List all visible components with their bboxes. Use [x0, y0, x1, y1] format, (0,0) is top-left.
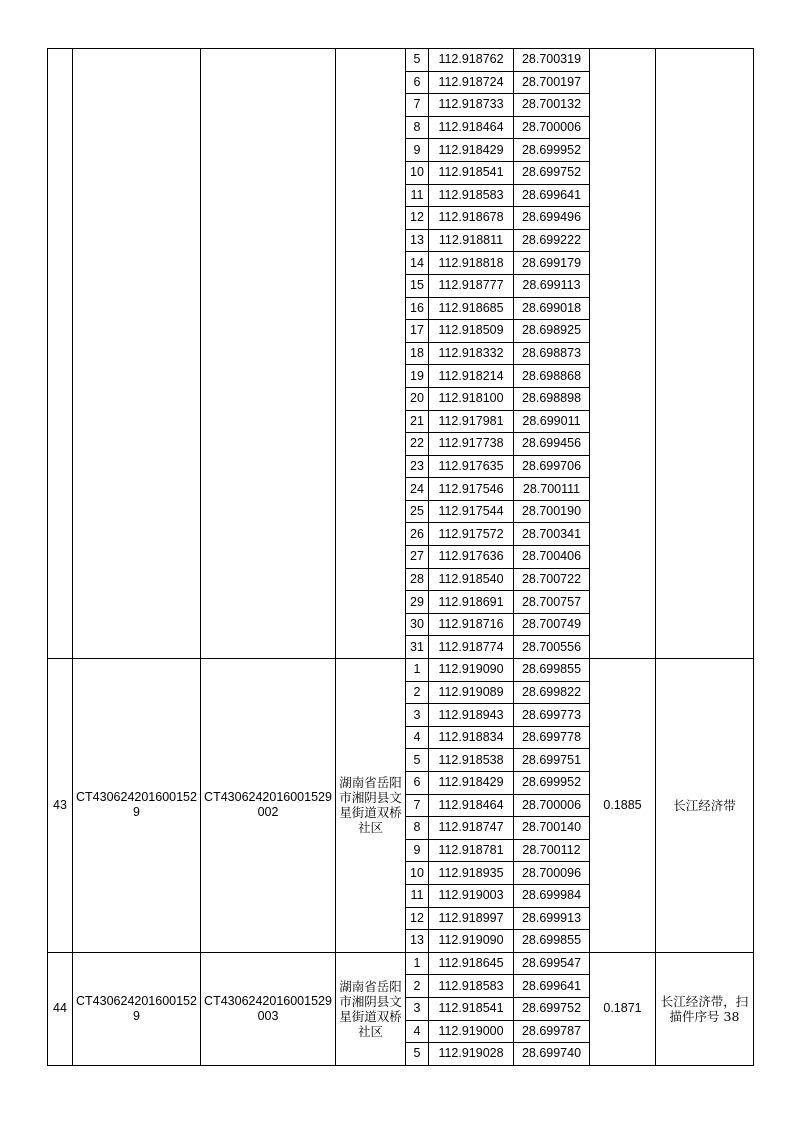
longitude: 112.919089: [429, 681, 514, 704]
point-number: 6: [406, 71, 429, 94]
note-cell: 长江经济带: [656, 659, 754, 953]
latitude: 28.698925: [514, 320, 590, 343]
latitude: 28.700140: [514, 817, 590, 840]
point-number: 7: [406, 94, 429, 117]
point-number: 2: [406, 681, 429, 704]
point-number: 24: [406, 478, 429, 501]
latitude: 28.699706: [514, 455, 590, 478]
latitude: 28.698873: [514, 342, 590, 365]
table-row: [48, 952, 754, 975]
point-number: 9: [406, 139, 429, 162]
latitude: 28.699113: [514, 274, 590, 297]
point-number: 3: [406, 704, 429, 727]
point-number: 23: [406, 455, 429, 478]
longitude: 112.918997: [429, 907, 514, 930]
latitude: 28.699773: [514, 704, 590, 727]
parcel-code: CT4306242016001529: [73, 952, 201, 1065]
latitude: 28.699641: [514, 184, 590, 207]
point-number: 25: [406, 500, 429, 523]
point-number: 18: [406, 342, 429, 365]
point-number: 4: [406, 1020, 429, 1043]
point-number: 13: [406, 930, 429, 953]
longitude: 112.918678: [429, 207, 514, 230]
latitude: 28.700006: [514, 116, 590, 139]
latitude: 28.699952: [514, 772, 590, 795]
location-cell: 湖南省岳阳市湘阴县文星街道双桥社区: [336, 659, 406, 953]
longitude: 112.917635: [429, 455, 514, 478]
continued-code1-cell: [73, 49, 201, 659]
latitude: 28.699740: [514, 1043, 590, 1066]
point-number: 13: [406, 229, 429, 252]
longitude: 112.918724: [429, 71, 514, 94]
point-number: 2: [406, 975, 429, 998]
latitude: 28.699855: [514, 659, 590, 682]
longitude: 112.918214: [429, 365, 514, 388]
point-number: 1: [406, 659, 429, 682]
longitude: 112.918691: [429, 591, 514, 614]
point-number: 26: [406, 523, 429, 546]
longitude: 112.918685: [429, 297, 514, 320]
continued-seq-cell: [48, 49, 73, 659]
note-cell: 长江经济带，扫描件序号 38: [656, 952, 754, 1065]
latitude: 28.699822: [514, 681, 590, 704]
point-number: 12: [406, 207, 429, 230]
longitude: 112.918818: [429, 252, 514, 275]
latitude: 28.700749: [514, 613, 590, 636]
latitude: 28.699752: [514, 161, 590, 184]
point-number: 30: [406, 613, 429, 636]
parcel-code: CT4306242016001529: [73, 659, 201, 953]
longitude: 112.918645: [429, 952, 514, 975]
longitude: 112.918777: [429, 274, 514, 297]
longitude: 112.918781: [429, 839, 514, 862]
latitude: 28.700757: [514, 591, 590, 614]
longitude: 112.918774: [429, 636, 514, 659]
point-number: 17: [406, 320, 429, 343]
latitude: 28.699547: [514, 952, 590, 975]
point-number: 28: [406, 568, 429, 591]
latitude: 28.699913: [514, 907, 590, 930]
longitude: 112.918538: [429, 749, 514, 772]
latitude: 28.700190: [514, 500, 590, 523]
point-number: 16: [406, 297, 429, 320]
point-number: 27: [406, 546, 429, 569]
point-number: 11: [406, 884, 429, 907]
point-number: 20: [406, 387, 429, 410]
point-number: 11: [406, 184, 429, 207]
latitude: 28.700096: [514, 862, 590, 885]
continued-location-cell: [336, 49, 406, 659]
longitude: 112.918100: [429, 387, 514, 410]
location-cell: 湖南省岳阳市湘阴县文星街道双桥社区: [336, 952, 406, 1065]
longitude: 112.917981: [429, 410, 514, 433]
latitude: 28.699952: [514, 139, 590, 162]
record-seq: 44: [48, 952, 73, 1065]
sub-parcel-code: CT4306242016001529002: [201, 659, 336, 953]
point-number: 1: [406, 952, 429, 975]
longitude: 112.918583: [429, 184, 514, 207]
longitude: 112.918332: [429, 342, 514, 365]
longitude: 112.918583: [429, 975, 514, 998]
point-number: 15: [406, 274, 429, 297]
record-seq: 43: [48, 659, 73, 953]
point-number: 22: [406, 433, 429, 456]
table-row: [48, 49, 754, 72]
point-number: 21: [406, 410, 429, 433]
longitude: 112.919028: [429, 1043, 514, 1066]
latitude: 28.699456: [514, 433, 590, 456]
longitude: 112.918716: [429, 613, 514, 636]
longitude: 112.918762: [429, 49, 514, 72]
latitude: 28.700197: [514, 71, 590, 94]
latitude: 28.699787: [514, 1020, 590, 1043]
longitude: 112.919000: [429, 1020, 514, 1043]
longitude: 112.917572: [429, 523, 514, 546]
longitude: 112.918935: [429, 862, 514, 885]
latitude: 28.700006: [514, 794, 590, 817]
longitude: 112.918834: [429, 726, 514, 749]
longitude: 112.917544: [429, 500, 514, 523]
latitude: 28.699752: [514, 997, 590, 1020]
point-number: 8: [406, 817, 429, 840]
point-number: 3: [406, 997, 429, 1020]
longitude: 112.917636: [429, 546, 514, 569]
point-number: 10: [406, 161, 429, 184]
longitude: 112.918733: [429, 94, 514, 117]
latitude: 28.700341: [514, 523, 590, 546]
latitude: 28.699011: [514, 410, 590, 433]
latitude: 28.700722: [514, 568, 590, 591]
longitude: 112.918541: [429, 161, 514, 184]
longitude: 112.918811: [429, 229, 514, 252]
continued-note-cell: [656, 49, 754, 659]
longitude: 112.919090: [429, 930, 514, 953]
table-row: [48, 659, 754, 682]
latitude: 28.698868: [514, 365, 590, 388]
latitude: 28.700112: [514, 839, 590, 862]
longitude: 112.918541: [429, 997, 514, 1020]
continued-area-cell: [590, 49, 656, 659]
latitude: 28.699855: [514, 930, 590, 953]
latitude: 28.700556: [514, 636, 590, 659]
latitude: 28.700406: [514, 546, 590, 569]
area-cell: 0.1885: [590, 659, 656, 953]
point-number: 9: [406, 839, 429, 862]
latitude: 28.700319: [514, 49, 590, 72]
point-number: 29: [406, 591, 429, 614]
point-number: 5: [406, 1043, 429, 1066]
latitude: 28.700111: [514, 478, 590, 501]
longitude: 112.917546: [429, 478, 514, 501]
coordinate-table: [47, 48, 754, 1066]
latitude: 28.699751: [514, 749, 590, 772]
point-number: 12: [406, 907, 429, 930]
longitude: 112.918747: [429, 817, 514, 840]
point-number: 5: [406, 49, 429, 72]
area-cell: 0.1871: [590, 952, 656, 1065]
latitude: 28.699179: [514, 252, 590, 275]
longitude: 112.919090: [429, 659, 514, 682]
point-number: 19: [406, 365, 429, 388]
longitude: 112.918464: [429, 794, 514, 817]
point-number: 6: [406, 772, 429, 795]
latitude: 28.698898: [514, 387, 590, 410]
longitude: 112.918540: [429, 568, 514, 591]
latitude: 28.699222: [514, 229, 590, 252]
latitude: 28.700132: [514, 94, 590, 117]
longitude: 112.918943: [429, 704, 514, 727]
point-number: 14: [406, 252, 429, 275]
latitude: 28.699778: [514, 726, 590, 749]
longitude: 112.917738: [429, 433, 514, 456]
continued-code2-cell: [201, 49, 336, 659]
longitude: 112.919003: [429, 884, 514, 907]
latitude: 28.699984: [514, 884, 590, 907]
longitude: 112.918429: [429, 772, 514, 795]
point-number: 31: [406, 636, 429, 659]
point-number: 8: [406, 116, 429, 139]
point-number: 10: [406, 862, 429, 885]
sub-parcel-code: CT4306242016001529003: [201, 952, 336, 1065]
latitude: 28.699496: [514, 207, 590, 230]
point-number: 7: [406, 794, 429, 817]
point-number: 5: [406, 749, 429, 772]
latitude: 28.699641: [514, 975, 590, 998]
point-number: 4: [406, 726, 429, 749]
latitude: 28.699018: [514, 297, 590, 320]
longitude: 112.918429: [429, 139, 514, 162]
longitude: 112.918509: [429, 320, 514, 343]
longitude: 112.918464: [429, 116, 514, 139]
